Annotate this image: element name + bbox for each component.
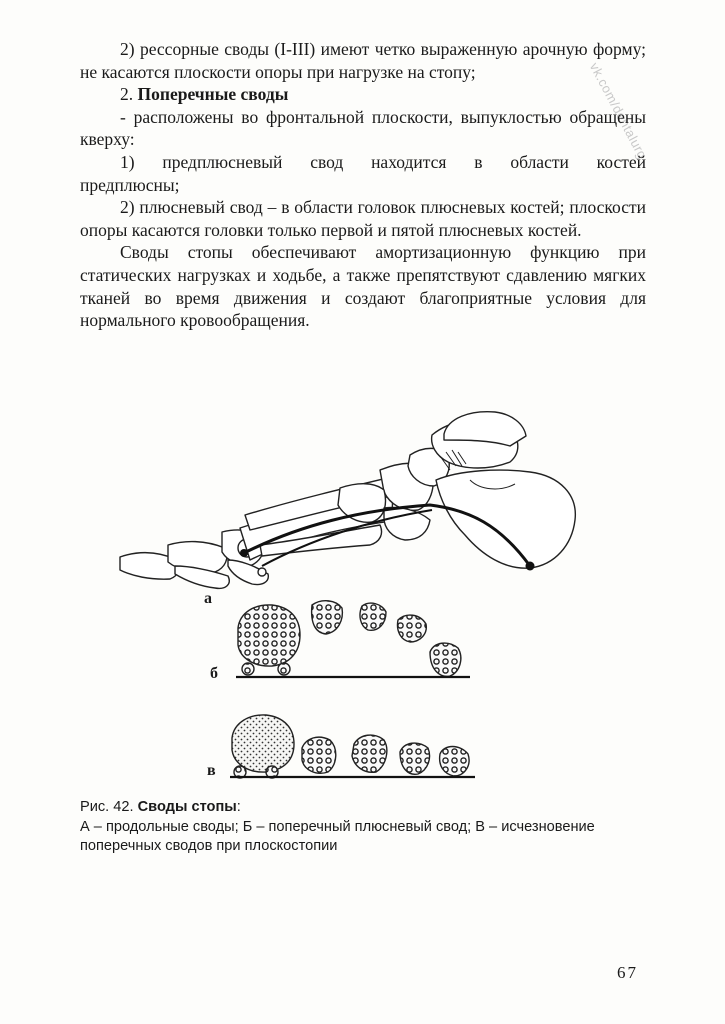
sesamoid-2 <box>278 663 290 675</box>
heading-transverse-arches <box>80 83 646 106</box>
metatarsal-head-1 <box>238 605 300 666</box>
figure-caption <box>80 798 646 857</box>
longitudinal-arch-line <box>244 505 530 566</box>
caption-colon: : <box>236 799 241 815</box>
paragraph-tarsal-arch: 1) предплюсневый свод находится в области костей предплюсны; <box>80 151 646 195</box>
paragraph-arch-function: Своды стопы обеспечивают амортизационную функцию при статических нагрузках и ходьбе, а также препятствуют сдавлению мягких тканей во время движения и создают благоприятные условия для нормального кровообращения. <box>80 242 646 331</box>
panel-b-transverse-arch <box>238 601 461 677</box>
flat-sesamoid-1 <box>234 766 246 778</box>
figure-label-b: б <box>210 665 218 682</box>
arch-point-heel <box>526 562 535 571</box>
paragraph-metatarsal-arch: 2) плюсневый свод – в области головок плюсневых костей; плоскости опоры касаются головки только первой и пятой плюсневых костей. <box>80 197 646 240</box>
talus-detail <box>440 450 515 489</box>
sesamoid-1 <box>242 663 254 675</box>
caption-title: Своды стопы <box>137 799 237 815</box>
flat-metatarsal-head-2 <box>302 737 336 773</box>
watermark: vk.com/dentalurg <box>586 60 651 162</box>
arch-point-toe <box>240 549 248 557</box>
metatarsal-head-2 <box>312 601 343 634</box>
metatarsal-head-4 <box>398 615 427 642</box>
caption-text: А – продольные своды; Б – поперечный плюсневый свод; В – исчезновение поперечных сводов при плоскостопии <box>80 818 595 854</box>
caption-prefix: Рис. 42. <box>80 799 138 815</box>
heading-title: Поперечные своды <box>137 84 289 105</box>
flat-metatarsal-head-5 <box>440 747 469 777</box>
paragraph-frontal-plane: - расположены во фронтальной плоскости, выпуклостью обращены кверху: <box>80 106 646 150</box>
flat-sesamoid-2 <box>266 766 278 778</box>
figure-label-v: в <box>207 762 216 779</box>
body-text <box>80 38 646 332</box>
heading-number: 2. <box>120 84 138 105</box>
page-number: 67 <box>617 963 638 982</box>
longitudinal-arch-inner-line <box>262 510 432 566</box>
paragraph-spring-arches: 2) рессорные своды (I-III) имеют четко выраженную арочную форму; не касаются плоскости опоры при нагрузке на стопу; <box>80 39 646 82</box>
panel-v-flat-foot <box>232 715 469 778</box>
flat-metatarsal-head-3 <box>352 735 387 772</box>
foot-skeleton-drawing <box>120 412 575 589</box>
flat-metatarsal-head-1 <box>232 715 294 772</box>
metatarsal-head-3 <box>360 603 386 630</box>
caption-title-line <box>80 798 646 818</box>
flat-metatarsal-head-4 <box>400 743 430 774</box>
figure-label-a: а <box>204 590 212 607</box>
metatarsal-head-5 <box>430 643 461 676</box>
